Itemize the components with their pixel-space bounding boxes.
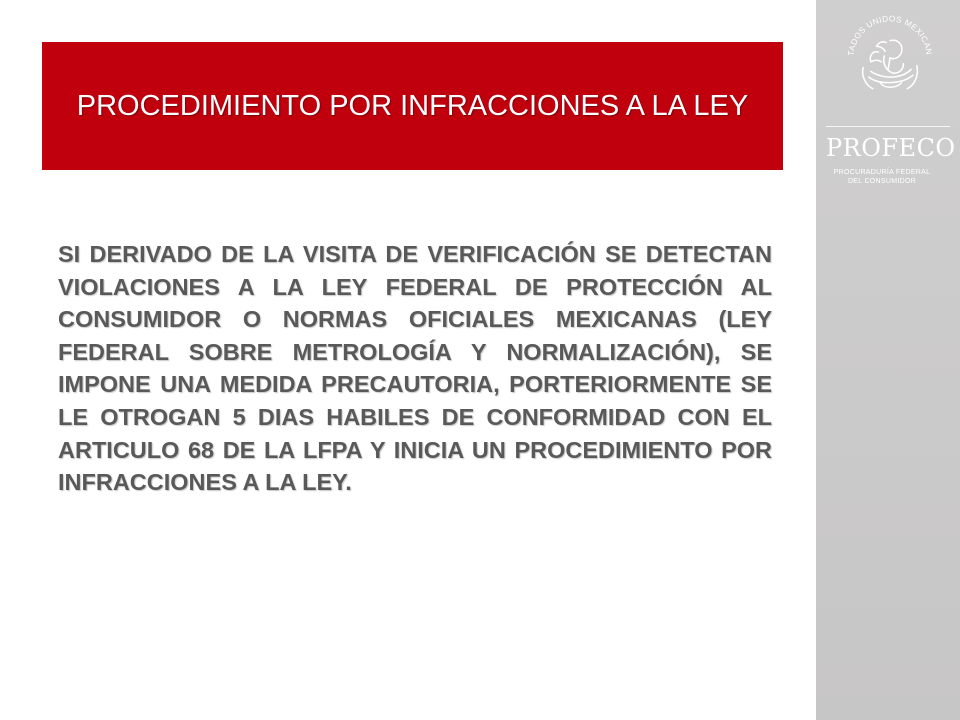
seal-text: TADOS UNIDOS MEXICAN (846, 14, 934, 57)
slide-body-text: SI DERIVADO DE LA VISITA DE VERIFICACIÓN SE DETECTAN VIOLACIONES A LA LEY FEDERAL DE PROTECCIÓN AL CONSUMIDOR O NORMAS OFICIALES MEXICANAS (LEY FEDERAL SOBRE METROLOGÍA Y NORMALIZACIÓN), SE IMPONE UNA MEDIDA PRECAUTORIA, PORTERIORMENTE SE LE OTROGAN 5 DIAS HABILES DE CONFORMIDAD CON EL ARTICULO 68 DE LA LFPA Y INICIA UN PROCEDIMIENTO POR INFRACCIONES A LA LEY. (58, 241, 772, 496)
brand-divider (826, 126, 950, 127)
slide-title-banner (42, 42, 783, 170)
svg-text:ESTADOS UNIDOS MEXICANOS (842, 8, 933, 56)
brand-sidebar (816, 0, 960, 720)
slide-title: PROCEDIMIENTO POR INFRACCIONES A LA LEY (76, 90, 749, 122)
profeco-subtitle: PROCURADURÍA FEDERAL DEL CONSUMIDOR (833, 169, 931, 185)
profeco-logo-text: PROFECO (826, 134, 956, 162)
mexican-coat-of-arms-icon (842, 8, 938, 104)
